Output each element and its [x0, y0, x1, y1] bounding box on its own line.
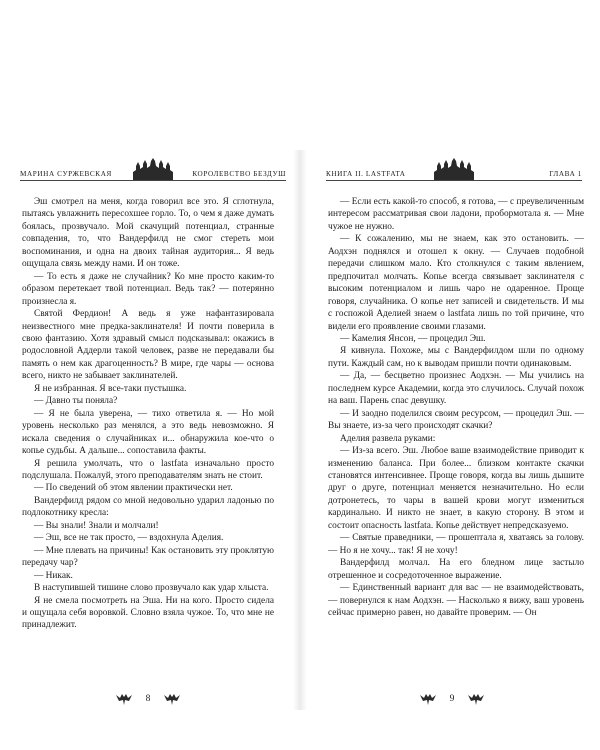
header-rule	[20, 180, 286, 181]
paragraph: — Эш, все не так просто, — вздохнула Аделия.	[34, 533, 224, 544]
paragraph: В наступившей тишине слово прозвучало как удар хлыста.	[34, 583, 269, 594]
gargoyle-ornament-icon	[467, 692, 485, 706]
paragraph: — Если есть какой-то способ, я готова, — с преувеличенным интересом рассматривая свои ладони, пробормотала я. — Мне чужое не нужно.	[328, 197, 584, 232]
header-author: МАРИНА СУРЖЕВСКАЯ	[20, 170, 112, 178]
right-page	[304, 0, 600, 750]
paragraph: — Из-за всего. Эш. Любое ваше взаимодействие приводит к изменению баланса. При более... близком контакте скачки становятся интенсивнее. Проще говоря, когда вы лишь дышите друг о друге, потенциал меняется незначительно. Но если дотронетесь, то чары в вашей крови могут измениться кардинально. И никто не знает, в какую сторону. В этом и состоит опасность lastfata. Копье действует непредсказуемо.	[328, 446, 584, 531]
paragraph: — И заодно поделился своим ресурсом, — процедил Эш. — Вы знаете, из-за чего происходят скачки?	[328, 408, 584, 432]
header-book-title: КОРОЛЕВСТВО БЕЗДУШ	[192, 170, 286, 178]
paragraph: Вандерфилд молчал. На его бледном лице застыло отрешенное и сосредоточенное выражение.	[328, 558, 584, 581]
paragraph: — Никак.	[34, 570, 73, 581]
paragraph: — По сведений об этом явлении практически нет.	[34, 483, 233, 494]
paragraph: — Единственный вариант для вас — не взаимодействовать, — повернулся к нам Аодхэн. — Насколько я вижу, ваш уровень сейчас примерно равен, но давайте проверим. — Он	[328, 583, 584, 618]
right-footer	[304, 692, 600, 712]
gargoyle-ornament-icon	[419, 692, 437, 706]
paragraph: Я решила умолчать, что о lastfata изначально просто подслушала. Пожалуй, этого преподавателям знать не стоит.	[22, 458, 274, 481]
paragraph: Я не избранная. Я все-таки пустышка.	[34, 383, 187, 394]
page-number: 8	[145, 694, 151, 704]
castle-ornament-icon	[431, 158, 477, 181]
paragraph: Я кивнула. Похоже, мы с Вандерфилдом шли по одному пути. Каждый сам, но к выводам пришли почти одинаковым.	[328, 346, 584, 369]
paragraph: — Святые праведники, — прошептала я, хватаясь за голову. — Но я не хочу... так! Я не хочу!	[328, 533, 584, 556]
left-running-header	[20, 158, 286, 190]
paragraph: Вандерфилд рядом со мной недовольно ударил ладонью по подлокотнику кресла:	[22, 495, 274, 519]
left-body-text	[22, 196, 274, 632]
gargoyle-ornament-icon	[115, 692, 133, 706]
paragraph: Я не смела посмотреть на Эша. Ни на кого. Просто сидела и ощущала себя воровкой. Словно взяла чужое. То, что мне не принадлежит.	[22, 595, 274, 631]
paragraph: — Мне плевать на причины! Как остановить эту проклятую передачу чар?	[22, 545, 274, 569]
paragraph: Аделия развела руками:	[340, 433, 436, 444]
paragraph: Святой Фердион! А ведь я уже нафантазировала неизвестного мне предка-заклинателя! И почти поверила в свою фантазию. Хотя здравый смысл подсказывал: окажись в родословной Аддерли такой человек, разве не передавали бы память о нем как драгоценность? В мире, где чары — основа всего, никто не забывает заклинателей.	[22, 309, 274, 382]
right-body-text	[328, 196, 584, 619]
castle-ornament-icon	[130, 158, 176, 181]
paragraph: — Камелия Янсон, — процедил Эш.	[340, 333, 486, 344]
paragraph: — Да, — бесцветно произнес Аодхэн. — Мы учились на последнем курсе Академии, когда это случилось. Случай похож на ваш. Парень спас девушку.	[328, 371, 584, 407]
paragraph: — То есть я даже не случайник? Ко мне просто каким-то образом перетекает твой потенциал. Ведь так? — потерянно произнесла я.	[22, 271, 274, 307]
left-footer	[0, 692, 296, 712]
paragraph: — К сожалению, мы не знаем, как это остановить. — Аодхэн поднялся и отошел к окну. — Случаев подобной передачи слишком мало. Кто столкнулся с таким явлением, предпочитал молчать. Копье всегда связывает заклинателя с высоким потенциалом и лишь чаро не одаренное. Проще говоря, случайника. О копье нет записей и свидетельств. И мы с госпожой Аделией знаем о lastfata лишь по той причине, что видели его проявление своими глазами.	[328, 234, 584, 332]
header-rule	[326, 180, 582, 181]
header-chapter: ГЛАВА 1	[549, 170, 582, 178]
paragraph: — Вы знали! Знали и молчали!	[34, 520, 159, 531]
gargoyle-ornament-icon	[163, 692, 181, 706]
left-page	[0, 0, 296, 750]
header-book-part: КНИГА II. LASTFATA	[326, 170, 406, 178]
right-running-header	[326, 158, 582, 190]
page-number: 9	[449, 694, 455, 704]
paragraph: Эш смотрел на меня, когда говорил все это. Я сглотнула, пытаясь увлажнить пересохшее горло. То, о чем я даже думать боялась, прозвучало. Мой скачущий потенциал, странные совпадения, то, что Вандерфилд не смог стереть мои воспоминания, и одна на двоих тайная аудитория... Я ведь ощущала связь между нами. И он тоже.	[22, 197, 274, 270]
paragraph: — Я не была уверена, — тихо ответила я. — Но мой уровень несколько раз менялся, а это ведь невозможно. Я искала сведения о случайниках и... обнаружила кое-что о копье судьбы. А дальше... сопоставила факты.	[22, 408, 274, 457]
paragraph: — Давно ты поняла?	[34, 396, 118, 407]
